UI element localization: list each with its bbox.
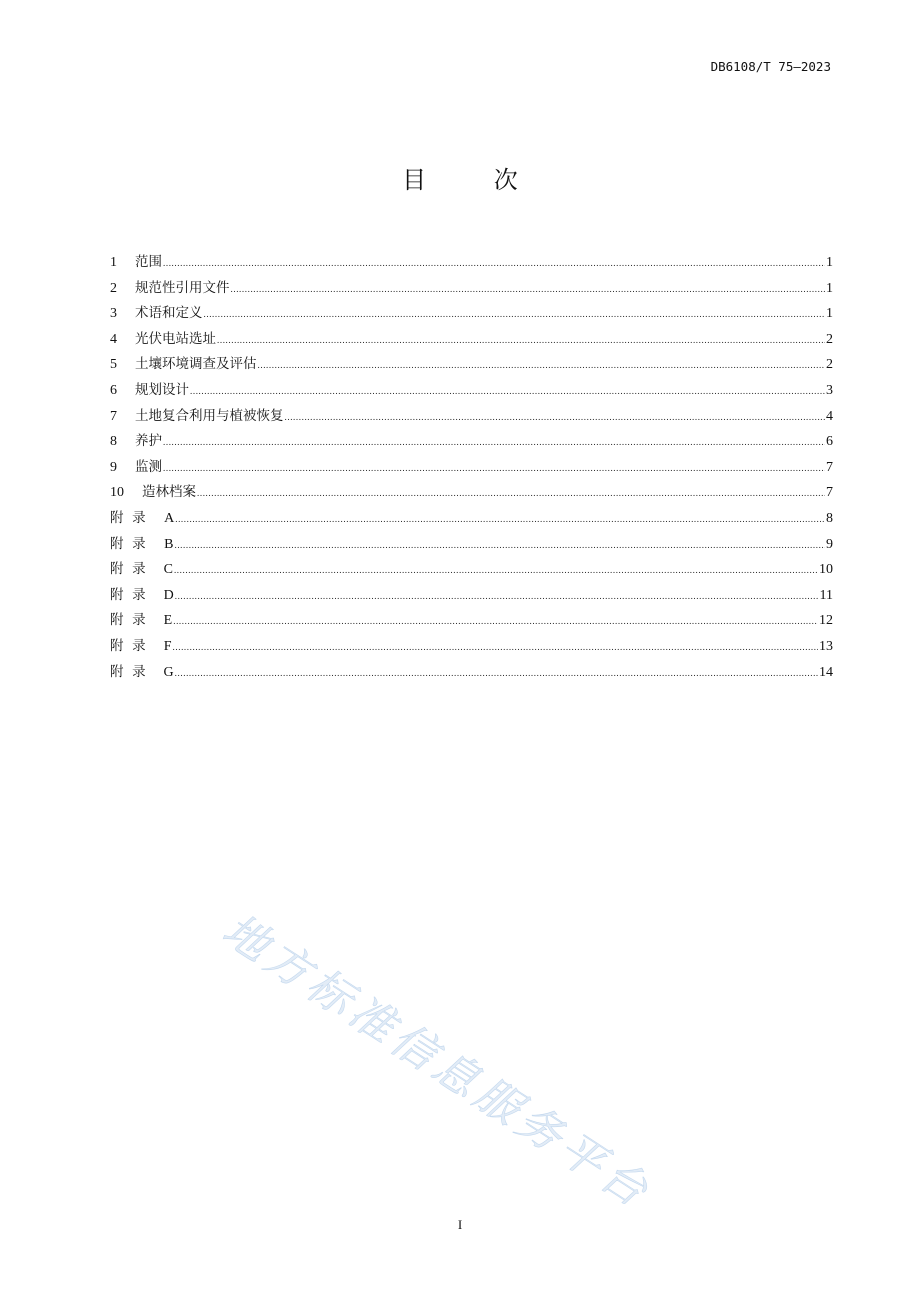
toc-leader-dots bbox=[190, 379, 825, 405]
appendix-letter: F bbox=[163, 638, 172, 654]
appendix-word: 附 录 bbox=[110, 586, 146, 603]
toc-entry-page: 3 bbox=[826, 382, 833, 398]
toc-entry-number: 5 bbox=[110, 357, 117, 373]
toc-entry-page: 1 bbox=[826, 306, 833, 322]
toc-entry-label: 土地复合利用与植被恢复 bbox=[135, 407, 284, 424]
toc-entry-number: 6 bbox=[110, 382, 117, 398]
toc-entry-page: 7 bbox=[826, 485, 833, 501]
toc-entry[interactable] bbox=[110, 378, 833, 404]
appendix-letter: B bbox=[164, 536, 174, 552]
toc-leader-dots bbox=[175, 661, 818, 687]
toc-entry-label: 造林档案 bbox=[142, 484, 196, 501]
page-number: I bbox=[457, 1217, 463, 1232]
toc-leader-dots bbox=[285, 405, 826, 431]
toc-entry[interactable] bbox=[110, 250, 833, 276]
toc-entry-page: 14 bbox=[819, 664, 833, 680]
toc-entry-page: 6 bbox=[826, 434, 833, 450]
toc-leader-dots bbox=[204, 302, 826, 328]
toc-appendix-entry[interactable] bbox=[110, 608, 833, 634]
toc-entry-page: 2 bbox=[826, 331, 833, 347]
toc-leader-dots bbox=[163, 456, 825, 482]
appendix-word: 附 录 bbox=[110, 612, 146, 629]
toc-entry-page: 7 bbox=[826, 459, 833, 475]
appendix-word: 附 录 bbox=[110, 509, 146, 526]
appendix-word: 附 录 bbox=[110, 663, 146, 680]
toc-entry-label: 监测 bbox=[135, 458, 162, 475]
toc-entry-label: 规范性引用文件 bbox=[135, 279, 230, 296]
toc-appendix-entry[interactable] bbox=[110, 634, 833, 660]
toc-entry[interactable] bbox=[110, 455, 833, 481]
toc-leader-dots bbox=[197, 481, 825, 507]
toc-leader-dots bbox=[173, 609, 818, 635]
toc-leader-dots bbox=[258, 353, 826, 379]
appendix-word: 附 录 bbox=[110, 535, 146, 552]
toc-leader-dots bbox=[173, 635, 818, 661]
toc-entry-number: 10 bbox=[110, 485, 124, 501]
toc-entry-page: 8 bbox=[826, 510, 833, 526]
appendix-letter: D bbox=[163, 587, 174, 603]
toc-entry-number: 2 bbox=[110, 280, 117, 296]
toc-entry-label: 养护 bbox=[135, 433, 162, 450]
toc-entry-number: 4 bbox=[110, 331, 117, 347]
toc-entry-page: 10 bbox=[819, 562, 833, 578]
appendix-letter: A bbox=[164, 510, 175, 526]
toc-entry[interactable] bbox=[110, 276, 833, 302]
toc-leader-dots bbox=[175, 507, 825, 533]
toc-entry-label: 规划设计 bbox=[135, 381, 189, 398]
toc-leader-dots bbox=[231, 277, 826, 303]
appendix-letter: E bbox=[163, 613, 173, 629]
toc-entry-number: 9 bbox=[110, 459, 117, 475]
toc-leader-dots bbox=[174, 533, 825, 559]
toc-entry[interactable] bbox=[110, 480, 833, 506]
toc-leader-dots bbox=[217, 328, 825, 354]
toc-entry-label: 光伏电站选址 bbox=[135, 330, 216, 347]
toc-entry-page: 1 bbox=[826, 255, 833, 270]
toc-leader-dots bbox=[163, 251, 825, 277]
appendix-letter: G bbox=[163, 664, 174, 680]
toc-entry[interactable] bbox=[110, 429, 833, 455]
toc-entry-number: 8 bbox=[110, 434, 117, 450]
toc-leader-dots bbox=[174, 558, 818, 584]
toc-entry-page: 11 bbox=[819, 587, 833, 603]
appendix-letter: C bbox=[163, 562, 173, 578]
appendix-word: 附 录 bbox=[110, 637, 146, 654]
toc-entry[interactable] bbox=[110, 327, 833, 353]
toc-entry-page: 4 bbox=[826, 408, 833, 424]
table-of-contents bbox=[110, 250, 833, 685]
toc-entry-page: 12 bbox=[819, 613, 833, 629]
toc-entry-page: 9 bbox=[826, 536, 833, 552]
toc-entry-number: 7 bbox=[110, 408, 117, 424]
toc-entry[interactable] bbox=[110, 301, 833, 327]
toc-appendix-entry[interactable] bbox=[110, 660, 833, 686]
toc-entry-number: 1 bbox=[110, 255, 117, 270]
toc-entry-page: 2 bbox=[826, 357, 833, 373]
standard-code: DB6108/T 75—2023 bbox=[710, 59, 831, 74]
appendix-word: 附 录 bbox=[110, 561, 146, 578]
toc-appendix-entry[interactable] bbox=[110, 532, 833, 558]
toc-entry-label: 土壤环境调查及评估 bbox=[135, 356, 257, 373]
toc-appendix-entry[interactable] bbox=[110, 583, 833, 609]
toc-leader-dots bbox=[175, 584, 819, 610]
toc-appendix-entry[interactable] bbox=[110, 506, 833, 532]
toc-entry-label: 术语和定义 bbox=[135, 305, 203, 322]
toc-entry-number: 3 bbox=[110, 306, 117, 322]
toc-entry-page: 13 bbox=[819, 638, 833, 654]
toc-entry[interactable] bbox=[110, 404, 833, 430]
toc-entry-label: 范围 bbox=[135, 254, 162, 270]
toc-leader-dots bbox=[163, 430, 825, 456]
watermark: 地方标准信息服务平台 bbox=[213, 904, 661, 1220]
toc-entry-page: 1 bbox=[826, 280, 833, 296]
page-title: 目 次 bbox=[402, 166, 548, 194]
toc-appendix-entry[interactable] bbox=[110, 557, 833, 583]
toc-entry[interactable] bbox=[110, 352, 833, 378]
